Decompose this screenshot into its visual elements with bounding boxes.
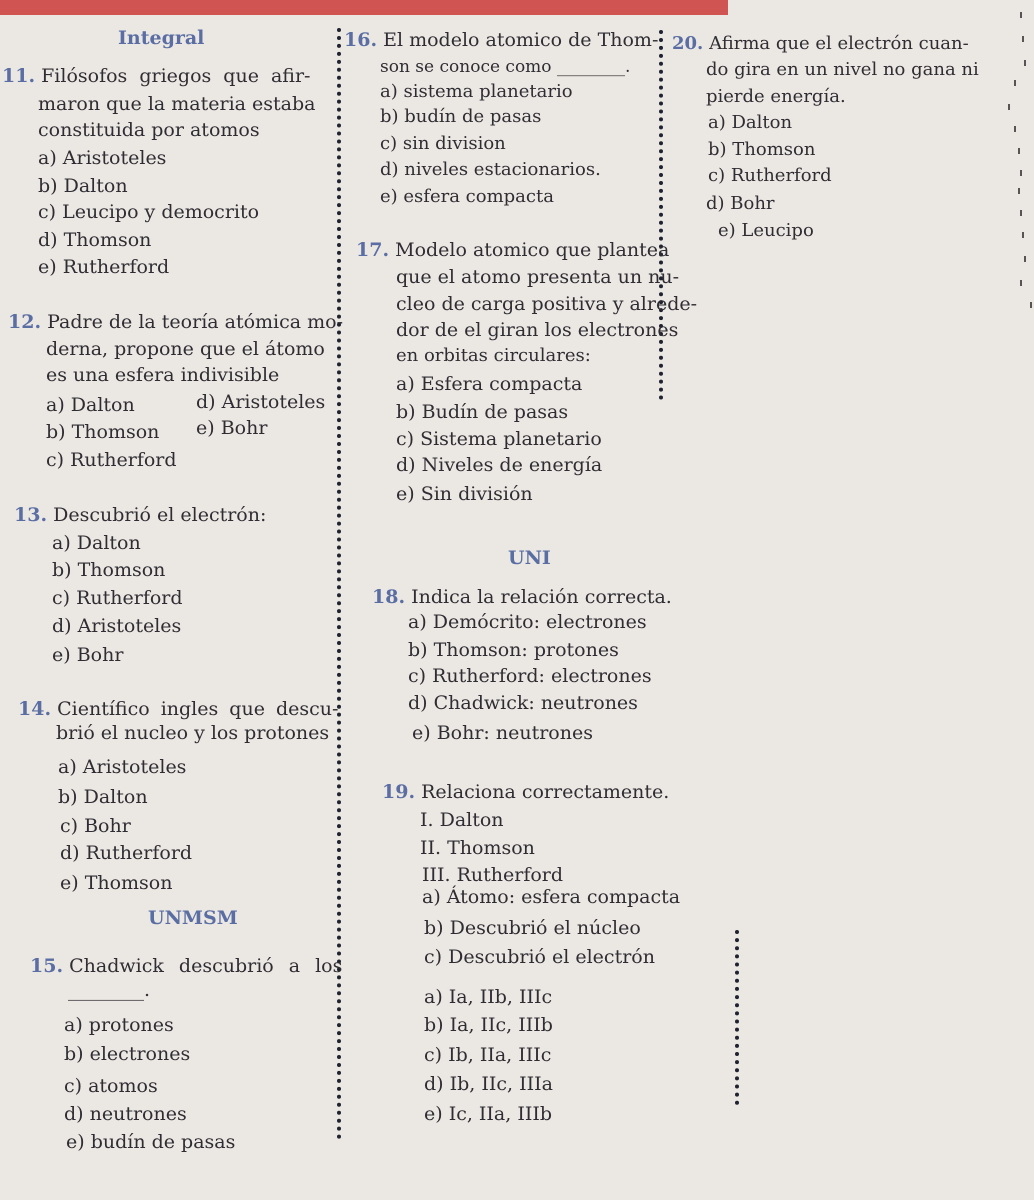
question-text: Descubrió el electrón: xyxy=(53,504,267,526)
option-e: e) Bohr xyxy=(196,417,268,439)
option-d: d) niveles estacionarios. xyxy=(380,159,601,180)
option-e: e) Rutherford xyxy=(38,256,170,278)
question-text: maron que la materia estaba xyxy=(38,93,316,115)
section-heading-unmsm: UNMSM xyxy=(148,907,238,929)
question-text: pierde energía. xyxy=(706,86,846,107)
column-divider-3 xyxy=(735,930,739,1105)
option-d: d) Bohr xyxy=(706,193,775,214)
question-number: 14. xyxy=(18,698,52,720)
option-b: b) Dalton xyxy=(38,175,128,197)
question-text: dor de el giran los electrones xyxy=(396,319,679,341)
option-c: c) sin division xyxy=(380,133,506,154)
top-color-bar xyxy=(0,0,728,15)
option-c: c) Leucipo y democrito xyxy=(38,201,260,223)
answer-blank: ________. xyxy=(68,979,151,1001)
option-b: b) Thomson: protones xyxy=(408,639,619,661)
option-a: a) Demócrito: electrones xyxy=(408,611,647,633)
question-text: Modelo atomico que plantea xyxy=(395,239,670,261)
section-heading-integral: Integral xyxy=(118,27,205,49)
question-text: do gira en un nivel no gana ni xyxy=(706,59,979,80)
option-e: e) Sin división xyxy=(396,483,533,505)
option-b: b) Thomson xyxy=(708,139,816,160)
match-item-a: a) Átomo: esfera compacta xyxy=(422,886,681,908)
option-e: e) Thomson xyxy=(60,872,173,894)
option-a: a) Dalton xyxy=(46,394,135,416)
option-a: a) Dalton xyxy=(708,112,793,133)
question-text: Filósofos griegos que afir- xyxy=(41,65,311,87)
option-d: d) neutrones xyxy=(64,1103,187,1125)
question-text: Relaciona correctamente. xyxy=(421,781,670,803)
question-text: El modelo atomico de Thom- xyxy=(383,29,659,51)
question-text: Indica la relación correcta. xyxy=(411,586,672,608)
section-heading-uni: UNI xyxy=(508,547,551,569)
option-a: a) sistema planetario xyxy=(380,81,573,102)
column-divider-2 xyxy=(659,30,663,400)
option-b: b) budín de pasas xyxy=(380,106,542,127)
question-text: Científico ingles que descu- xyxy=(57,698,339,720)
option-d: d) Thomson xyxy=(38,229,152,251)
match-item-i: I. Dalton xyxy=(420,809,504,831)
question-number: 20. xyxy=(672,33,704,54)
option-d: d) Ib, IIc, IIIa xyxy=(424,1073,553,1095)
option-c: c) Rutherford xyxy=(46,449,177,471)
question-text: constituida por atomos xyxy=(38,119,260,141)
option-e: e) Ic, IIa, IIIb xyxy=(424,1103,553,1125)
option-d: d) Rutherford xyxy=(60,842,193,864)
option-a: a) protones xyxy=(64,1014,174,1036)
option-a: a) Ia, IIb, IIIc xyxy=(424,986,553,1008)
option-d: d) Aristoteles xyxy=(196,391,326,413)
question-number: 11. xyxy=(2,65,36,87)
option-e: e) Leucipo xyxy=(718,220,814,241)
option-c: c) Rutherford xyxy=(708,165,832,186)
question-text: en orbitas circulares: xyxy=(396,345,591,366)
option-e: e) esfera compacta xyxy=(380,186,554,207)
question-text: cleo de carga positiva y alrede- xyxy=(396,293,698,315)
option-c: c) Rutherford xyxy=(52,587,183,609)
question-number: 18. xyxy=(372,586,406,608)
option-d: d) Niveles de energía xyxy=(396,454,603,476)
option-b: b) Budín de pasas xyxy=(396,401,569,423)
question-number: 13. xyxy=(14,504,48,526)
match-item-ii: II. Thomson xyxy=(420,837,535,859)
option-c: c) Sistema planetario xyxy=(396,428,602,450)
page-edge-ticks xyxy=(1000,0,1034,340)
question-text: brió el nucleo y los protones xyxy=(56,722,330,744)
option-c: c) Ib, IIa, IIIc xyxy=(424,1044,552,1066)
option-b: b) electrones xyxy=(64,1043,191,1065)
option-b: b) Thomson xyxy=(52,559,166,581)
question-text: Chadwick descubrió a los xyxy=(69,955,343,977)
option-e: e) Bohr: neutrones xyxy=(412,722,593,744)
option-a: a) Dalton xyxy=(52,532,141,554)
option-b: b) Dalton xyxy=(58,786,148,808)
option-e: e) Bohr xyxy=(52,644,124,666)
question-text: Afirma que el electrón cuan- xyxy=(709,33,969,54)
option-a: a) Aristoteles xyxy=(58,756,187,778)
question-number: 15. xyxy=(30,955,64,977)
question-text: es una esfera indivisible xyxy=(46,364,280,386)
match-item-c: c) Descubrió el electrón xyxy=(424,946,655,968)
option-a: a) Esfera compacta xyxy=(396,373,583,395)
question-number: 17. xyxy=(356,239,390,261)
question-text: derna, propone que el átomo xyxy=(46,338,325,360)
option-c: c) Bohr xyxy=(60,815,131,837)
question-text: que el atomo presenta un nu- xyxy=(396,266,680,288)
match-item-b: b) Descubrió el núcleo xyxy=(424,917,641,939)
match-item-iii: III. Rutherford xyxy=(422,864,564,886)
question-text: son se conoce como ________. xyxy=(380,57,631,77)
option-a: a) Aristoteles xyxy=(38,147,167,169)
option-d: d) Aristoteles xyxy=(52,615,182,637)
option-b: b) Ia, IIc, IIIb xyxy=(424,1014,553,1036)
option-d: d) Chadwick: neutrones xyxy=(408,692,638,714)
option-c: c) Rutherford: electrones xyxy=(408,665,652,687)
option-b: b) Thomson xyxy=(46,421,160,443)
question-number: 12. xyxy=(8,311,42,333)
question-number: 16. xyxy=(344,29,378,51)
option-c: c) atomos xyxy=(64,1075,158,1097)
option-e: e) budín de pasas xyxy=(66,1131,236,1153)
question-text: Padre de la teoría atómica mo- xyxy=(47,311,344,333)
question-number: 19. xyxy=(382,781,416,803)
